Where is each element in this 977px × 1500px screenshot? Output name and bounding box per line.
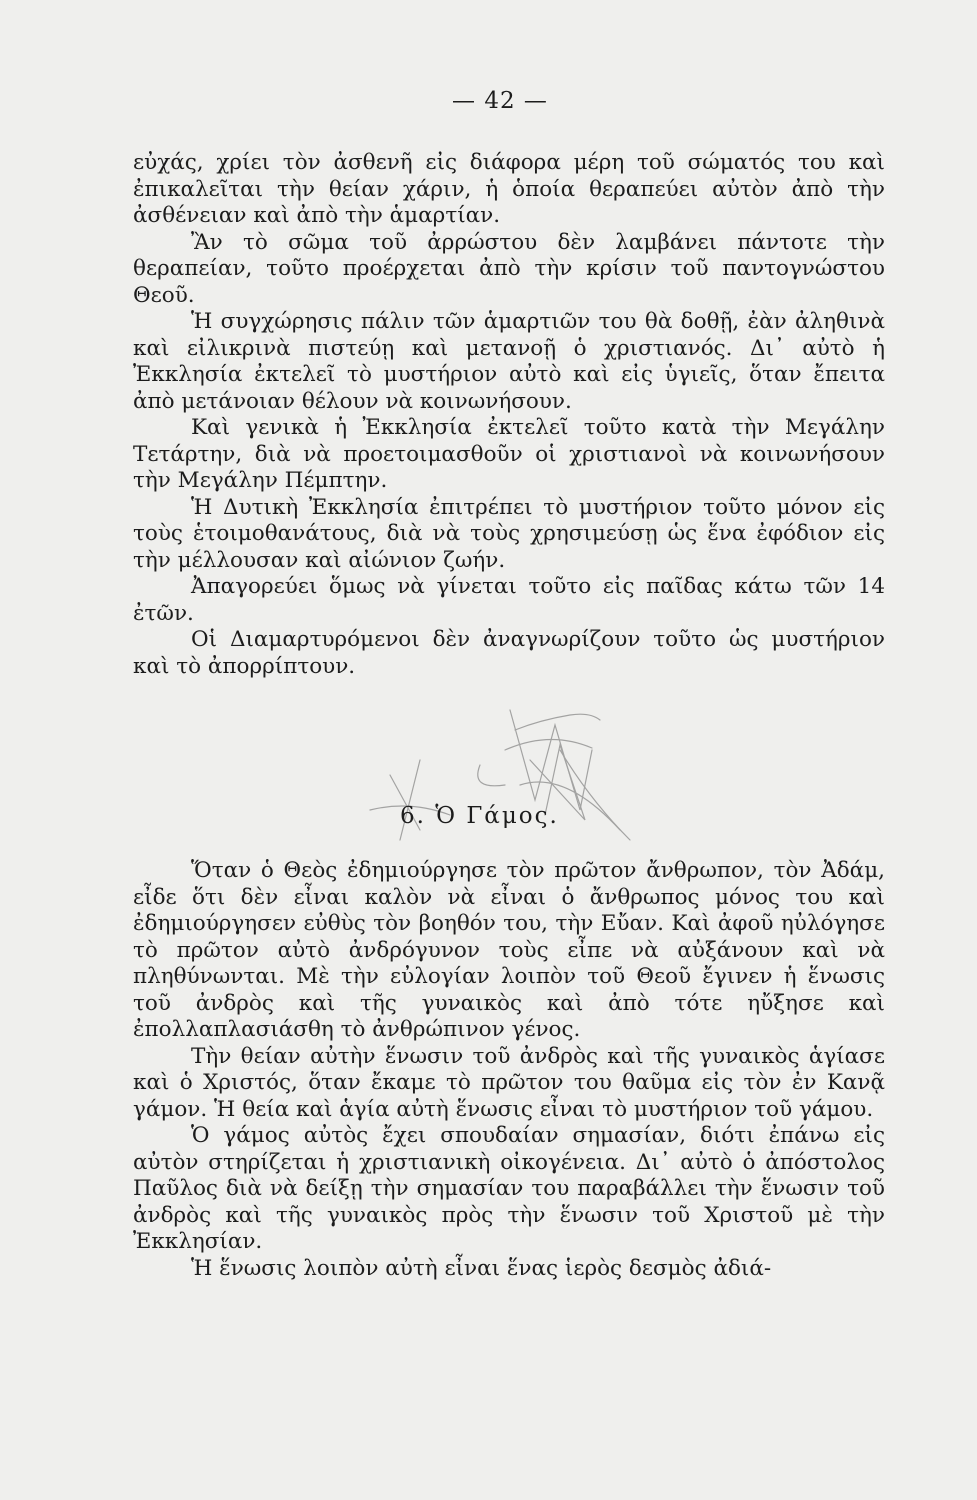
- paragraph-8: Ὅταν ὁ Θεὸς ἐδημιούργησε τὸν πρῶτον ἄνθρωπον, τὸν Ἀδάμ, εἶδε ὅτι δὲν εἶναι καλὸν νὰ εἶναι ὁ ἄνθρωπος μόνος του καὶ ἐδημιούργησεν εὐθὺς τὸν βοηθόν του, τὴν Εὔαν. Καὶ ἀφοῦ ηὐλόγησε τὸ πρῶτον αὐτὸ ἀνδρόγυνον τοὺς εἶπε νὰ αὐξάνουν καὶ νὰ πληθύνωνται. Μὲ τὴν εὐλογίαν λοιπὸν τοῦ Θεοῦ ἔγινεν ἡ ἕνωσις τοῦ ἀνδρὸς καὶ τῆς γυναικὸς καὶ ἀπὸ τότε ηὔξησε καὶ ἐπολλαπλασιάσθη τὸ ἀνθρώπινον γένος.: [133, 858, 885, 1042]
- paragraph-11: Ἡ ἕνωσις λοιπὸν αὐτὴ εἶναι ἕνας ἱερὸς δεσμὸς ἀδιά-: [191, 1255, 772, 1281]
- text-block-bottom: [133, 858, 885, 1282]
- paragraph-2: Ἂν τὸ σῶμα τοῦ ἀρρώστου δὲν λαμβάνει πάντοτε τὴν θεραπείαν, τοῦτο προέρχεται ἀπὸ τὴν κρίσιν τοῦ παντογνώστου Θεοῦ.: [133, 229, 885, 308]
- paragraph-3: Ἡ συγχώρησις πάλιν τῶν ἁμαρτιῶν του θὰ δοθῇ, ἐὰν ἀληθινὰ καὶ εἰλικρινὰ πιστεύῃ καὶ μετανοῇ ὁ χριστιανός. Δι᾿ αὐτὸ ἡ Ἐκκλησία ἐκτελεῖ τὸ μυστήριον αὐτὸ καὶ εἰς ὑγιεῖς, ὅταν ἔπειτα ἀπὸ μετάνοιαν θέλουν νὰ κοινωνήσουν.: [133, 309, 885, 414]
- paragraph-7: Οἱ Διαμαρτυρόμενοι δὲν ἀναγνωρίζουν τοῦτο ὡς μυστήριον καὶ τὸ ἀπορρίπτουν.: [133, 627, 885, 679]
- paragraph-1: εὐχάς, χρίει τὸν ἀσθενῆ εἰς διάφορα μέρη τοῦ σώματός του καὶ ἐπικαλεῖται τὴν θείαν χάριν, ἡ ὁποία θεραπεύει αὐτὸν ἀπὸ τὴν ἀσθένειαν καὶ ἀπὸ τὴν ἁμαρτίαν.: [133, 150, 885, 228]
- section-heading: 6. Ὁ Γάμος.: [400, 803, 559, 829]
- text-block-top: [133, 150, 885, 680]
- paragraph-9: Τὴν θείαν αὐτὴν ἕνωσιν τοῦ ἀνδρὸς καὶ τῆς γυναικὸς ἁγίασε καὶ ὁ Χριστός, ὅταν ἔκαμε τὸ πρῶτον του θαῦμα εἰς τὸν ἐν Κανᾷ γάμον. Ἡ θεία καὶ ἁγία αὐτὴ ἕνωσις εἶναι τὸ μυστήριον τοῦ γάμου.: [133, 1043, 885, 1122]
- paragraph-6: Ἀπαγορεύει ὅμως νὰ γίνεται τοῦτο εἰς παῖδας κάτω τῶν 14 ἐτῶν.: [133, 574, 885, 626]
- paragraph-4: Καὶ γενικὰ ἡ Ἐκκλησία ἐκτελεῖ τοῦτο κατὰ τὴν Μεγάλην Τετάρτην, διὰ νὰ προετοιμασθοῦν οἱ χριστιανοὶ νὰ κοινωνήσουν τὴν Μεγάλην Πέμπτην.: [133, 415, 885, 493]
- paragraph-10: Ὁ γάμος αὐτὸς ἔχει σπουδαίαν σημασίαν, διότι ἐπάνω εἰς αὐτὸν στηρίζεται ἡ χριστιανικὴ οἰκογένεια. Δι᾿ αὐτὸ ὁ ἀπόστολος Παῦλος διὰ νὰ δείξῃ τὴν σημασίαν του παραβάλλει τὴν ἕνωσιν τοῦ ἀνδρὸς καὶ τῆς γυναικὸς πρὸς τὴν ἕνωσιν τοῦ Χριστοῦ μὲ τὴν Ἐκκλησίαν.: [133, 1123, 885, 1254]
- page-number: — 42 —: [452, 88, 548, 114]
- pencil-scribble: [330, 690, 650, 860]
- paragraph-5: Ἡ Δυτικὴ Ἐκκλησία ἐπιτρέπει τὸ μυστήριον τοῦτο μόνον εἰς τοὺς ἑτοιμοθανάτους, διὰ νὰ τοὺς χρησιμεύσῃ ὡς ἕνα ἐφόδιον εἰς τὴν μέλλουσαν καὶ αἰώνιον ζωήν.: [133, 494, 885, 573]
